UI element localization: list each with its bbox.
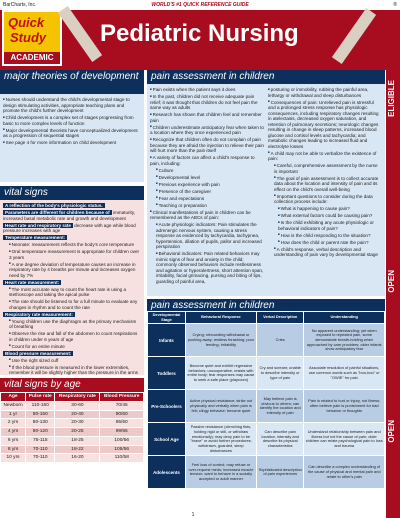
left-column bbox=[0, 70, 144, 463]
side-tab: ELIGIBLE OPEN OPEN bbox=[386, 70, 400, 518]
vitals-heading: vital signs bbox=[0, 186, 144, 200]
publisher: BarCharts, Inc. bbox=[3, 2, 37, 8]
table-row: School Age Passive resistance (clenching fists, holding rigid or still, or withdraw emotionally); may deny pain to be "brave" or avoid further procedures; withdrawn, guarded, sleep disturbances Can describe pain location, intensity and describe its physical characteristics Understand relationship between pain and illness but not the cause of pain; older children can relate psychological pain to loss and trauma bbox=[148, 423, 385, 456]
pain-col-2: ■ posturing or immobility, rubbing the painful area, lethargy or withdrawal and sleep disturbances ■ Consequences of pain: Unrelieved pain is stressful and a prolonged stress response has physiologic consequences, including respiratory changes resulting in atelectasis, decreased oxygen saturation, and retention of pulmonary secretions; neurologic changes resulting in change in sleep patterns, increased blood glucose and cortisol levels and tachycardia; and metabolic changes leading to increased fluid and electrolyte losses ■ A child may not be able to verbalize the existence of pain: ■ Careful, comprehensive assessment by the nurse is important ■ The goal of pain assessment is to collect accurate data about the location and intensity of pain and its effect on the child's overall well-being ■ Important questions to consider during the data collection process include: ■ What is happening to cause pain? ■ What external factors could be causing pain? ■ Is the child exhibiting any acute physiologic or behavioral indicators of pain? ■ How is the child responding to the situation? ■ How does the child or parent rate the pain? ■ A child's response, verbal description and understanding of pain vary by developmental stage bbox=[268, 87, 382, 293]
table-row: 10 yrs 70-110 16-20 110/58 bbox=[1, 454, 144, 463]
pain-heading: pain assessment in children bbox=[147, 70, 385, 84]
quickstudy-logo: Quick Study ACADEMIC bbox=[2, 10, 62, 66]
right-column bbox=[147, 70, 385, 489]
list-item: ■ See page 4 for more information on child development bbox=[3, 140, 141, 146]
list-item: ■ Nurses should understand the child's developmental stage to design stimulating activities, appropriate teaching plans and promote the child's further development bbox=[3, 97, 141, 114]
pain-assessment-table: Developmental Stage Behavioral Response Verbal Description Understanding Infants Crying; rebounding withdrawal or pushing away; restless thrashing; poor feeding; irritability Cries No apparent understanding; yet when exposed to repeated pain, some demonstrate breath-holding when approached by care providers; older infants show anticipatory fear Toddlers Become quiet and exhibit regressive behaviors; uncooperative, resists with entire body; fear responses may cause to seek a safe place (playroom) Cry and scream; unable to describe intensity or type of pain Associate resolution of painful situations, use common words such as "boo-boo" or "OWIE" for pain Pre-Schoolers Active physical resistance; strike out physically and verbally when pain is felt; clingy behavior; become quiet May believe pain is obvious to others; can identify the location and intensity of pain Pain is related to hurt or injury, not illness; often believe pain is punishment for bad behavior or thoughts School Age Passive resistance (clenching fists, holding rigid or still, or withdraw emotionally); may deny pain to be "brave" or avoid further procedures; withdrawn, guarded, sleep disturbances Can describe pain location, intensity and describe its physical characteristics Understand relationship between pain and illness but not the cause of pain; older children can relate psychological pain to loss and trauma Adolescents Feel loss of control; may refuse or over-request meds; increased muscle tension; want to behave in a socially accepted or adult manner Sophisticated description of pain experiences Can describe a complex understanding of the cause of physical and mental pain and relate to other's pain bbox=[147, 311, 385, 489]
table-row: Pre-Schoolers Active physical resistance; strike out physically and verbally when pain is felt; clingy behavior; become quiet May believe pain is obvious to others; can identify the location and intensity of pain Pain is related to hurt or injury, not illness; often believe pain is punishment for bad behavior or thoughts bbox=[148, 390, 385, 423]
table-row: Toddlers Become quiet and exhibit regressive behaviors; uncooperative, resists with entire body; fear responses may cause to seek a safe place (playroom) Cry and scream; unable to describe intensity or type of pain Associate resolution of painful situations, use common words such as "boo-boo" or "OWIE" for pain bbox=[148, 357, 385, 390]
table-row: 8 yrs 70-110 18-22 105/56 bbox=[1, 445, 144, 454]
page-header bbox=[0, 0, 400, 70]
vitals-box: A reflection of the body's physiologic status. Parameters are different for children because of immaturity, increased basal metabolic rate and growth and development Heart rate and respiratory rate decrease with age while blood pressure increases with age Temperature measurement: ■ Neonate: measurement reflects the body's core temperature ■ Oral temperature measurement is appropriate for children over 3 years ■ A one degree deviation of temperature causes an increase in respiratory rate by 4 breaths per minute and increases oxygen need by 7% Heart rate measurement: ■ The most accurate way to count the heart rate is using a stethoscope and taking the apical pulse ■ The rate should be listened to for a full minute to evaluate any changes in rhythm and to count the rate Respiratory rate measurement: ■ Young children use the diaphragm as the primary mechanism of breathing ■ Observe the rise and fall of the abdomen to count respirations in children under 6 years of age ■ Count for an entire minute Blood pressure measurement: ■ Use the right sized cuff ■ If the blood pressure is measured in the lower extremities, remember it will be slightly higher than the pressure in the arms bbox=[0, 200, 144, 375]
table-row: 1 yr 80-150 20-40 90/60 bbox=[1, 410, 144, 419]
pain-col-1: ■ Pain exists when the patient says it does ■ In the past, children did not receive adequate pain relief; it was thought that children do not feel pain the same way as adults ■ Research has shown that children feel and remember pain ■ Children underestimate anticipatory fear when taken to a location where they once experienced pain ■ Recognize that children often do not complain of pain because they are afraid the injection to relieve their pain will hurt more than the pain itself ■ A variety of factors can affect a child's response to pain, including: ■ Culture ■ Developmental level ■ Previous experience with pain ■ Presence of the caregiver ■ Fear and expectations ■ Teaching or preparation ■ Clinical manifestations of pain in children can be remembered as the ABCs of pain: ■ Acute physiologic indicators: Pain stimulates the adrenergic nervous system, causing a stress response as evidenced by tachycardia, tachypnea, hypertension, dilation of pupils, pallor and increased perspiration ■ Behavioral indicators: Pain related behaviors may mimic signs of fear and anxiety in the child; commonly observed behaviors include restlessness and agitation or hyperalertness, short attention span, irritability, facial grimacing, pursing and biting of lips, guarding of painful area, bbox=[150, 87, 264, 293]
list-item: ■ Child development is a complex set of stages progressing from basic to more complex levels of function bbox=[3, 115, 141, 126]
page-number: 1 bbox=[191, 512, 195, 518]
vital-signs-table: Age Pulse rate Respiratory rate Blood Pressure Newborn 110-160 30-60 70/45 1 yr 80-150 20-40 90/60 2 yrs 80-130 20-30 95/60 4 yrs 80-120 20-25 99/65 6 yrs 75-115 18-25 100/56 8 yrs 70-110 18-22 105/56 10 yrs 70-110 16-20 110/58 bbox=[0, 392, 144, 463]
pain-table-heading: pain assessment in children bbox=[147, 299, 385, 311]
table-row: 6 yrs 75-115 18-25 100/56 bbox=[1, 436, 144, 445]
table-row: Adolescents Feel loss of control; may refuse or over-request meds; increased muscle tension; want to behave in a socially accepted or adult manner Sophisticated description of pain experiences Can describe a complex understanding of the cause of physical and mental pain and relate to other's pain bbox=[148, 456, 385, 489]
top-line bbox=[3, 2, 397, 9]
table-row: Infants Crying; rebounding withdrawal or pushing away; restless thrashing; poor feeding; irritability Cries No apparent understanding; yet when exposed to repeated pain, some demonstrate breath-holding when approached by care providers; older infants show anticipatory fear bbox=[148, 324, 385, 357]
tagline: WORLD'S #1 QUICK REFERENCE GUIDE bbox=[151, 2, 249, 8]
vital-table-heading: vital signs by age bbox=[0, 378, 144, 392]
theories-heading: major theories of development bbox=[0, 70, 144, 94]
pain-box bbox=[147, 84, 385, 296]
table-row: 4 yrs 80-120 20-25 99/65 bbox=[1, 428, 144, 437]
page-title: Pediatric Nursing bbox=[100, 20, 299, 47]
registered-mark: ® bbox=[393, 2, 397, 8]
table-row: Newborn 110-160 30-60 70/45 bbox=[1, 401, 144, 410]
theories-box bbox=[0, 94, 144, 182]
table-row: 2 yrs 80-130 20-30 95/60 bbox=[1, 419, 144, 428]
list-item: ■ Major developmental theorists have conceptualized development as a progression of sequential stages bbox=[3, 128, 141, 139]
